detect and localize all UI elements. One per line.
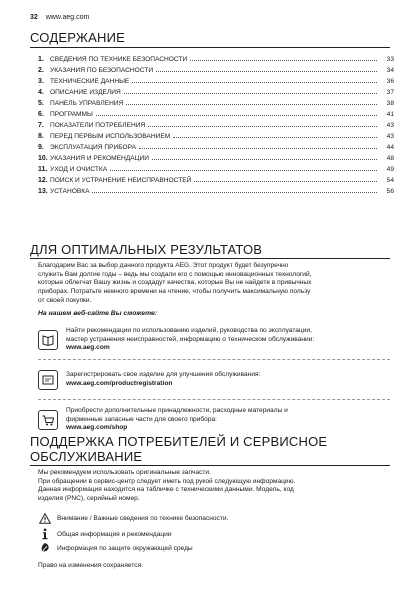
support-line: изделия (PNC), серийный номер. bbox=[38, 495, 140, 503]
toc-title: СВЕДЕНИЯ ПО ТЕХНИКЕ БЕЗОПАСНОСТИ bbox=[50, 56, 188, 63]
toc-item[interactable] bbox=[38, 88, 394, 99]
toc-number: 11. bbox=[38, 166, 48, 173]
tip-text: Найти рекомендации по использованию изделий, руководства по эксплуатации, bbox=[66, 326, 312, 334]
toc-number: 6. bbox=[38, 111, 44, 118]
toc-item[interactable] bbox=[38, 99, 394, 110]
contents-rule bbox=[30, 47, 390, 48]
support-line: Мы рекомендуем использовать оригинальные запчасти. bbox=[38, 469, 211, 476]
toc-page: 43 bbox=[386, 122, 394, 129]
info-icon bbox=[38, 528, 52, 540]
toc-leader bbox=[139, 143, 377, 149]
symbol-warning bbox=[38, 512, 228, 524]
support-text bbox=[38, 469, 390, 504]
symbol-info bbox=[38, 528, 172, 540]
toc-page: 48 bbox=[386, 155, 394, 162]
toc-item[interactable] bbox=[38, 55, 394, 66]
tip-text: Зарегистрировать свое изделие для улучшения обслуживания: bbox=[66, 371, 261, 379]
register-icon bbox=[38, 370, 58, 390]
toc-title: ПОКАЗАТЕЛИ ПОТРЕБЛЕНИЯ bbox=[50, 122, 146, 129]
table-of-contents bbox=[38, 55, 394, 198]
toc-page: 56 bbox=[386, 188, 394, 195]
toc-number: 8. bbox=[38, 133, 44, 140]
optimal-rule bbox=[30, 258, 390, 259]
toc-number: 3. bbox=[38, 78, 44, 85]
toc-leader bbox=[110, 165, 377, 171]
toc-number: 12. bbox=[38, 177, 48, 184]
toc-page: 44 bbox=[386, 144, 394, 151]
tip-text: фирменные запасные части для своего прибора: bbox=[66, 415, 217, 423]
toc-title: УКАЗАНИЯ ПО БЕЗОПАСНОСТИ bbox=[50, 67, 154, 74]
toc-number: 10. bbox=[38, 155, 48, 162]
optimal-intro bbox=[38, 262, 390, 306]
toc-leader bbox=[156, 66, 377, 72]
tip-text: Приобрести дополнительные принадлежности, расходные материалы и bbox=[66, 406, 288, 414]
tip-link[interactable]: www.aeg.com bbox=[66, 344, 110, 352]
warning-icon bbox=[38, 512, 52, 524]
toc-number: 13. bbox=[38, 188, 48, 195]
toc-leader bbox=[96, 110, 377, 116]
support-rule bbox=[30, 465, 390, 466]
support-title-line: ПОДДЕРЖКА ПОТРЕБИТЕЛЕЙ И СЕРВИСНОЕ bbox=[30, 434, 328, 449]
support-line: При обращении в сервис-центр следует иметь под рукой следующую информацию. bbox=[38, 477, 296, 485]
toc-leader bbox=[132, 77, 377, 83]
toc-title: ПАНЕЛЬ УПРАВЛЕНИЯ bbox=[50, 100, 124, 107]
support-title-line: ОБСЛУЖИВАНИЕ bbox=[30, 449, 143, 464]
toc-item[interactable] bbox=[38, 165, 394, 176]
intro-line: от своей покупки. bbox=[38, 296, 92, 304]
tip-link[interactable]: www.aeg.com/shop bbox=[66, 424, 128, 432]
support-title bbox=[30, 434, 327, 464]
toc-item[interactable] bbox=[38, 187, 394, 198]
page-header bbox=[30, 14, 89, 21]
tip-support bbox=[38, 320, 390, 360]
toc-leader bbox=[148, 121, 377, 127]
toc-page: 41 bbox=[386, 111, 394, 118]
toc-leader bbox=[152, 154, 377, 160]
toc-page: 43 bbox=[386, 133, 394, 140]
toc-leader bbox=[124, 88, 377, 94]
environment-icon bbox=[38, 542, 52, 554]
intro-line: Благодарим Вас за выбор данного продукта AEG. Этот продукт будет безупречно bbox=[38, 262, 289, 269]
toc-page: 38 bbox=[386, 100, 394, 107]
toc-number: 1. bbox=[38, 56, 44, 63]
toc-item[interactable] bbox=[38, 154, 394, 165]
toc-page: 54 bbox=[386, 177, 394, 184]
support-line: Данная информация находится на табличке с техническими данными. Модель, код bbox=[38, 486, 294, 494]
contents-title: СОДЕРЖАНИЕ bbox=[30, 30, 126, 45]
symbol-label: Общая информация и рекомендации bbox=[57, 530, 172, 538]
toc-item[interactable] bbox=[38, 66, 394, 77]
intro-line: служить Вам долгие годы – ведь мы создали его с помощью инновационных технологий, bbox=[38, 270, 312, 278]
toc-page: 37 bbox=[386, 89, 394, 96]
toc-leader bbox=[194, 176, 377, 182]
toc-number: 4. bbox=[38, 89, 44, 96]
site-url: www.aeg.com bbox=[45, 14, 90, 21]
toc-number: 2. bbox=[38, 67, 44, 74]
intro-line: которые облегчат Вашу жизнь и создадут качества, которые Вы не найдете в привычных bbox=[38, 279, 312, 287]
toc-number: 7. bbox=[38, 122, 44, 129]
toc-title: ОПИСАНИЕ ИЗДЕЛИЯ bbox=[50, 89, 121, 96]
intro-line: приборах. Потратьте немного времени на чтение, чтобы получить максимальную пользу bbox=[38, 288, 311, 296]
toc-title: ПОИСК И УСТРАНЕНИЕ НЕИСПРАВНОСТЕЙ bbox=[50, 177, 192, 184]
page-number: 32 bbox=[30, 14, 38, 21]
toc-item[interactable] bbox=[38, 143, 394, 154]
toc-item[interactable] bbox=[38, 132, 394, 143]
toc-title: ЭКСПЛУАТАЦИЯ ПРИБОРА bbox=[50, 144, 136, 151]
toc-title: ТЕХНИЧЕСКИЕ ДАННЫЕ bbox=[50, 78, 130, 85]
toc-title: УКАЗАНИЯ И РЕКОМЕНДАЦИИ bbox=[50, 155, 149, 162]
symbol-label: Информация по защите окружающей среды bbox=[57, 544, 193, 552]
symbol-environment bbox=[38, 542, 193, 554]
toc-leader bbox=[173, 132, 377, 138]
book-icon bbox=[38, 330, 58, 350]
toc-item[interactable] bbox=[38, 110, 394, 121]
toc-title: ПЕРЕД ПЕРВЫМ ИСПОЛЬЗОВАНИЕМ bbox=[50, 133, 171, 140]
cart-icon bbox=[38, 410, 58, 430]
toc-item[interactable] bbox=[38, 121, 394, 132]
toc-item[interactable] bbox=[38, 77, 394, 88]
optimal-title: ДЛЯ ОПТИМАЛЬНЫХ РЕЗУЛЬТАТОВ bbox=[30, 242, 263, 257]
tip-link[interactable]: www.aeg.com/productregistration bbox=[66, 380, 173, 387]
footer-note: Право на изменения сохраняется. bbox=[38, 562, 143, 569]
toc-title: УСТАНОВКА bbox=[50, 188, 90, 195]
toc-number: 9. bbox=[38, 144, 44, 151]
symbol-label: Внимание / Важные сведения по технике безопасности. bbox=[57, 514, 229, 522]
toc-number: 5. bbox=[38, 100, 44, 107]
toc-leader bbox=[190, 55, 377, 61]
tip-register bbox=[38, 360, 390, 400]
toc-page: 33 bbox=[386, 56, 394, 63]
tip-text: мастер устранения неисправностей, информацию о техническом обслуживании: bbox=[66, 335, 315, 343]
toc-page: 49 bbox=[386, 166, 394, 173]
toc-leader bbox=[126, 99, 377, 105]
toc-title: УХОД И ОЧИСТКА bbox=[50, 166, 108, 173]
toc-page: 34 bbox=[386, 67, 394, 74]
toc-item[interactable] bbox=[38, 176, 394, 187]
toc-page: 36 bbox=[386, 78, 394, 85]
toc-leader bbox=[92, 187, 377, 193]
website-label: На нашем веб-сайте Вы сможете: bbox=[38, 310, 158, 317]
toc-title: ПРОГРАММЫ bbox=[50, 111, 93, 118]
